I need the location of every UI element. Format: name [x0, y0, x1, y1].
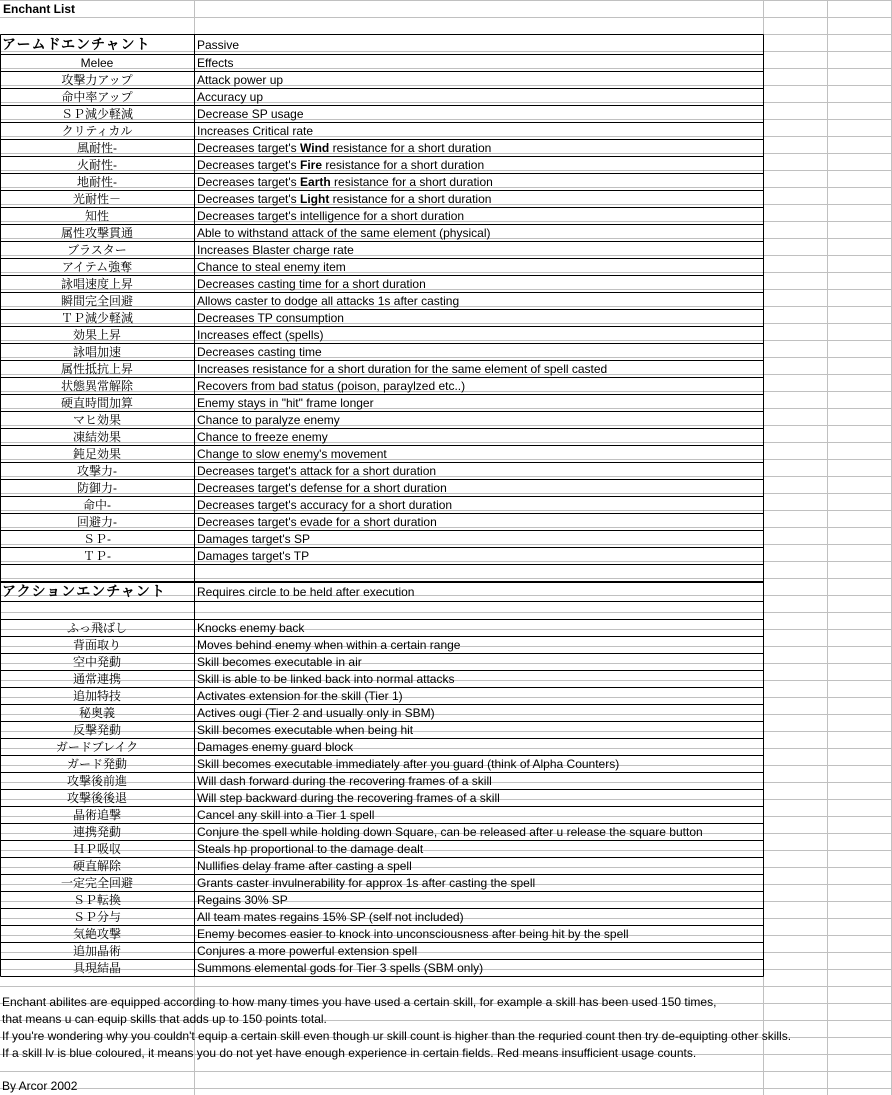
action-enchant-desc[interactable]: Nullifies delay frame after casting a spell — [197, 859, 412, 873]
armed-enchant-desc[interactable] — [197, 140, 491, 156]
armed-enchant-desc[interactable] — [197, 174, 493, 190]
armed-enchant-desc[interactable]: Able to withstand attack of the same element (physical) — [197, 226, 491, 240]
action-enchant-desc[interactable]: Enemy becomes easier to knock into unconsciousness after being hit by the spell — [197, 927, 629, 941]
armed-enchant-desc[interactable]: Increases Blaster charge rate — [197, 243, 354, 257]
armed-enchant-name[interactable]: ＴＰ- — [83, 549, 111, 563]
armed-enchant-desc[interactable]: Decreases target's intelligence for a short duration — [197, 209, 465, 223]
desc-text: resistance for a short duration — [329, 141, 492, 155]
armed-enchant-name[interactable]: 回避力- — [77, 515, 117, 529]
action-enchant-desc[interactable]: Actives ougi (Tier 2 and usually only in SBM) — [197, 706, 435, 720]
action-enchant-desc[interactable]: Conjures a more powerful extension spell — [197, 944, 418, 958]
action-enchant-name[interactable]: ふっ飛ばし — [66, 621, 127, 635]
action-enchant-desc[interactable]: Skill becomes executable when being hit — [197, 723, 414, 737]
action-enchant-name[interactable]: 追加晶術 — [72, 944, 121, 958]
action-enchant-name[interactable]: 秘奥義 — [78, 706, 115, 720]
desc-text: resistance for a short duration — [330, 175, 493, 189]
armed-enchant-desc[interactable]: Change to slow enemy's movement — [197, 447, 387, 461]
armed-enchant-name[interactable]: 鈍足効果 — [72, 447, 121, 461]
armed-enchant-name[interactable]: 攻撃力- — [77, 464, 117, 478]
armed-enchant-desc[interactable]: Decreases target's attack for a short duration — [197, 464, 437, 478]
armed-enchant-name[interactable]: ＴＰ減少軽減 — [60, 311, 133, 325]
armed-enchant-name[interactable]: 風耐性- — [77, 141, 117, 155]
armed-enchant-desc[interactable]: Damages target's TP — [197, 549, 310, 563]
armed-enchant-desc[interactable]: Decreases casting time — [197, 345, 322, 359]
armed-enchant-name[interactable]: Melee — [80, 56, 114, 70]
armed-enchant-desc[interactable]: Increases resistance for a short duration for the same element of spell casted — [197, 362, 608, 376]
action-enchant-name[interactable]: 背面取り — [72, 638, 121, 652]
action-enchant-desc[interactable]: Knocks enemy back — [197, 621, 305, 635]
action-enchant-desc[interactable]: Cancel any skill into a Tier 1 spell — [197, 808, 375, 822]
armed-enchant-name[interactable]: 攻撃力アップ — [61, 73, 133, 87]
action-enchant-header-desc[interactable]: Requires circle to be held after execution — [197, 585, 415, 599]
armed-enchant-desc[interactable]: Chance to freeze enemy — [197, 430, 328, 444]
action-enchant-name[interactable]: 通常連携 — [72, 672, 121, 686]
armed-enchant-name[interactable]: アイテム強奪 — [61, 260, 133, 274]
action-enchant-name[interactable]: 反撃発動 — [72, 723, 121, 737]
armed-enchant-name[interactable]: 属性攻撃貫通 — [60, 226, 133, 240]
armed-enchant-name[interactable]: ブラスター — [67, 243, 127, 257]
armed-enchant-header-desc[interactable]: Passive — [197, 38, 240, 52]
armed-enchant-desc[interactable]: Decrease SP usage — [197, 107, 304, 121]
armed-enchant-name[interactable]: ＳＰ減少軽減 — [60, 107, 133, 121]
armed-enchant-name[interactable]: ＳＰ- — [83, 532, 111, 546]
armed-enchant-desc[interactable]: Increases effect (spells) — [197, 328, 324, 342]
armed-enchant-header[interactable]: アームドエンチャント — [2, 36, 151, 52]
armed-enchant-desc[interactable]: Decreases TP consumption — [197, 311, 344, 325]
note-line-2[interactable]: that means u can equip skills that adds up to 150 points total. — [2, 1012, 327, 1026]
armed-enchant-name[interactable]: 状態異常解除 — [60, 379, 133, 393]
armed-enchant-name[interactable]: 知性 — [84, 209, 109, 223]
note-line-4[interactable]: If a skill lv is blue coloured, it means you do not yet have enough experience in certain fields. Red means insufficient usage counts. — [2, 1046, 697, 1060]
armed-enchant-desc[interactable]: Damages target's SP — [197, 532, 311, 546]
action-enchant-name[interactable]: 一定完全回避 — [60, 876, 133, 890]
armed-enchant-name[interactable]: 効果上昇 — [72, 328, 121, 342]
action-enchant-desc[interactable]: Summons elemental gods for Tier 3 spells (SBM only) — [197, 961, 484, 975]
desc-text: resistance for a short duration — [322, 158, 485, 172]
action-enchant-header[interactable]: アクションエンチャント — [2, 583, 166, 599]
armed-enchant-name[interactable]: 凍結効果 — [72, 430, 121, 444]
armed-enchant-desc[interactable] — [197, 191, 491, 207]
armed-enchant-name[interactable]: 光耐性－ — [72, 192, 121, 206]
desc-text: Decreases target's — [197, 158, 301, 172]
credit[interactable]: By Arcor 2002 — [2, 1079, 78, 1093]
action-enchant-name[interactable]: 空中発動 — [72, 655, 121, 669]
armed-enchant-name[interactable]: マヒ効果 — [72, 413, 121, 427]
armed-enchant-desc[interactable]: Decreases target's defense for a short duration — [197, 481, 447, 495]
sheet-title[interactable]: Enchant List — [3, 2, 76, 16]
action-enchant-name[interactable]: 追加特技 — [72, 689, 121, 703]
action-enchant-desc[interactable]: Grants caster invulnerability for approx 1s after casting the spell — [197, 876, 536, 890]
armed-enchant-name[interactable]: 防御力- — [77, 481, 117, 495]
action-enchant-desc[interactable]: All team mates regains 15% SP (self not included) — [197, 910, 464, 924]
armed-enchant-name[interactable]: 詠唱加速 — [72, 345, 121, 359]
armed-enchant-name[interactable]: 地耐性- — [77, 175, 117, 189]
action-enchant-name[interactable]: 具現結晶 — [72, 961, 121, 975]
element-keyword: Fire — [300, 158, 323, 172]
action-enchant-name[interactable]: 連携発動 — [72, 825, 121, 839]
action-enchant-desc[interactable]: Steals hp proportional to the damage dealt — [197, 842, 424, 856]
element-keyword: Wind — [300, 141, 330, 155]
action-enchant-name[interactable]: ガード発動 — [66, 757, 127, 771]
action-enchant-name[interactable]: 攻撃後前進 — [66, 774, 127, 788]
action-enchant-desc[interactable]: Skill is able to be linked back into normal attacks — [197, 672, 455, 686]
armed-enchant-desc[interactable]: Decreases target's evade for a short duration — [197, 515, 437, 529]
armed-enchant-name[interactable]: 詠唱速度上昇 — [60, 277, 133, 291]
element-keyword: Light — [300, 192, 330, 206]
element-keyword: Earth — [300, 175, 331, 189]
action-enchant-name[interactable]: ガードブレイク — [55, 740, 139, 754]
action-enchant-desc[interactable]: Will dash forward during the recovering frames of a skill — [197, 774, 492, 788]
armed-enchant-desc[interactable]: Effects — [197, 56, 234, 70]
armed-enchant-desc[interactable]: Attack power up — [197, 73, 284, 87]
desc-text: Decreases target's — [197, 192, 301, 206]
action-enchant-name[interactable]: ＳＰ分与 — [72, 910, 121, 924]
action-enchant-desc[interactable]: Activates extension for the skill (Tier 1) — [197, 689, 403, 703]
armed-enchant-name[interactable]: 火耐性- — [77, 158, 117, 172]
armed-enchant-name[interactable]: 命中- — [83, 498, 111, 512]
armed-enchant-desc[interactable]: Allows caster to dodge all attacks 1s after casting — [197, 294, 460, 308]
action-enchant-desc[interactable]: Regains 30% SP — [197, 893, 288, 907]
action-enchant-name[interactable]: 気絶攻撃 — [72, 927, 121, 941]
armed-enchant-name[interactable]: 命中率アップ — [61, 90, 133, 104]
action-enchant-desc[interactable]: Conjure the spell while holding down Square, can be released after u release the square button — [197, 825, 703, 839]
armed-enchant-name[interactable]: 属性抵抗上昇 — [60, 362, 133, 376]
desc-text: Decreases target's — [197, 175, 301, 189]
action-enchant-name[interactable]: 晶術追撃 — [72, 808, 121, 822]
desc-text: resistance for a short duration — [329, 192, 492, 206]
armed-enchant-desc[interactable]: Recovers from bad status (poison, paraylzed etc..) — [197, 379, 466, 393]
armed-enchant-desc[interactable]: Increases Critical rate — [197, 124, 314, 138]
armed-enchant-desc[interactable]: Chance to paralyze enemy — [197, 413, 340, 427]
armed-enchant-name[interactable]: 硬直時間加算 — [60, 396, 133, 410]
action-enchant-desc[interactable]: Skill becomes executable in air — [197, 655, 362, 669]
action-enchant-desc[interactable]: Skill becomes executable immediately after you guard (think of Alpha Counters) — [197, 757, 620, 771]
note-line-1[interactable]: Enchant abilites are equipped according to how many times you have used a certain skill, for example a skill has been used 150 times, — [2, 995, 717, 1009]
action-enchant-name[interactable]: ＨＰ吸収 — [72, 842, 121, 856]
action-enchant-desc[interactable]: Moves behind enemy when within a certain range — [197, 638, 461, 652]
armed-enchant-desc[interactable]: Decreases casting time for a short duration — [197, 277, 426, 291]
action-enchant-name[interactable]: ＳＰ転換 — [72, 893, 121, 907]
note-line-3[interactable]: If you're wondering why you couldn't equip a certain skill even though ur skill count is higher than the requried count then try de-equipting other skills. — [2, 1029, 792, 1043]
action-enchant-desc[interactable]: Will step backward during the recovering frames of a skill — [197, 791, 500, 805]
armed-enchant-desc[interactable]: Enemy stays in "hit" frame longer — [197, 396, 374, 410]
armed-enchant-desc[interactable]: Decreases target's accuracy for a short duration — [197, 498, 453, 512]
armed-enchant-desc[interactable]: Chance to steal enemy item — [197, 260, 346, 274]
armed-enchant-name[interactable]: 瞬間完全回避 — [60, 294, 133, 308]
action-enchant-name[interactable]: 硬直解除 — [72, 859, 121, 873]
desc-text: Decreases target's — [197, 141, 301, 155]
action-enchant-name[interactable]: 攻撃後後退 — [66, 791, 127, 805]
action-enchant-desc[interactable]: Damages enemy guard block — [197, 740, 354, 754]
armed-enchant-name[interactable]: クリティカル — [61, 124, 133, 138]
armed-enchant-desc[interactable] — [197, 157, 484, 173]
armed-enchant-desc[interactable]: Accuracy up — [197, 90, 264, 104]
